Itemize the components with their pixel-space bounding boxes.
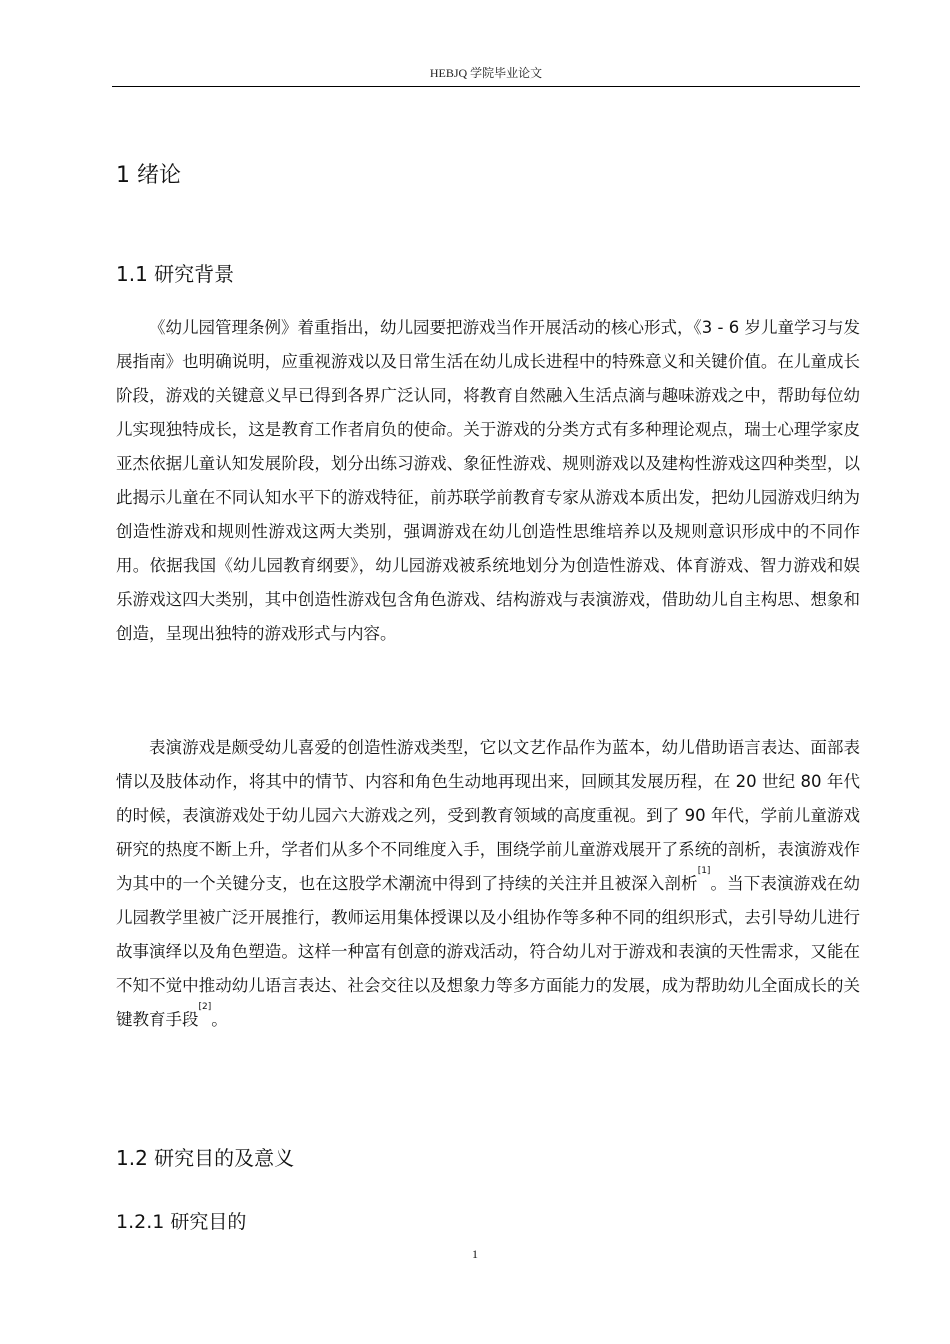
subsection-title-1-2-1: 1.2.1 研究目的 (116, 1211, 247, 1233)
chapter-title: 1 绪论 (116, 163, 181, 188)
section-title-1-1: 1.1 研究背景 (116, 262, 235, 286)
running-header: HEBJQ 学院毕业论文 (429, 66, 543, 80)
header-rule (112, 86, 860, 87)
paragraph-2-text-a: 表演游戏是颇受幼儿喜爱的创造性游戏类型，它以文艺作品作为蓝本，幼儿借助语言表达、面部表情以及肢体动作，将其中的情节、内容和角色生动地再现出来，回顾其发展历程，在 20 世纪 80 年代的时候，表演游戏处于幼儿园六大游戏之列，受到教育领域的高度重视。到了 90 年代，学前儿童游戏研究的热度不断上升，学者们从多个不同维度入手，围绕学前儿童游戏展开了系统的剖析，表演游戏作为其中的一个关键分支，也在这股学术潮流中得到了持续的关注并且被深入剖析 (116, 738, 860, 893)
body-paragraph-2 (116, 731, 860, 1037)
body-paragraph-1: 《幼儿园管理条例》着重指出，幼儿园要把游戏当作开展活动的核心形式，《3 - 6 岁儿童学习与发展指南》也明确说明，应重视游戏以及日常生活在幼儿成长进程中的特殊意义和关键价值。在儿童成长阶段，游戏的关键意义早已得到各界广泛认同，将教育自然融入生活点滴与趣味游戏之中，帮助每位幼儿实现独特成长，这是教育工作者肩负的使命。关于游戏的分类方式有多种理论观点，瑞士心理学家皮亚杰依据儿童认知发展阶段，划分出练习游戏、象征性游戏、规则游戏以及建构性游戏这四种类型，以此揭示儿童在不同认知水平下的游戏特征，前苏联学前教育专家从游戏本质出发，把幼儿园游戏归纳为创造性游戏和规则性游戏这两大类别，强调游戏在幼儿创造性思维培养以及规则意识形成中的不同作用。依据我国《幼儿园教育纲要》，幼儿园游戏被系统地划分为创造性游戏、体育游戏、智力游戏和娱乐游戏这四大类别，其中创造性游戏包含角色游戏、结构游戏与表演游戏，借助幼儿自主构思、想象和创造，呈现出独特的游戏形式与内容。 (116, 318, 860, 643)
citation-1: [1] (697, 866, 711, 876)
paragraph-2-text-b: 。当下表演游戏在幼儿园教学里被广泛开展推行，教师运用集体授课以及小组协作等多种不同的组织形式，去引导幼儿进行故事演绎以及角色塑造。这样一种富有创意的游戏活动，符合幼儿对于游戏和表演的天性需求，又能在不知不觉中推动幼儿语言表达、社会交往以及想象力等多方面能力的发展，成为帮助幼儿全面成长的关键教育手段 (116, 874, 861, 1029)
page-number: 1 (472, 1247, 478, 1261)
citation-2: [2] (198, 1002, 212, 1012)
section-title-1-2: 1.2 研究目的及意义 (116, 1146, 295, 1170)
paragraph-2-text-c: 。 (211, 1010, 228, 1029)
